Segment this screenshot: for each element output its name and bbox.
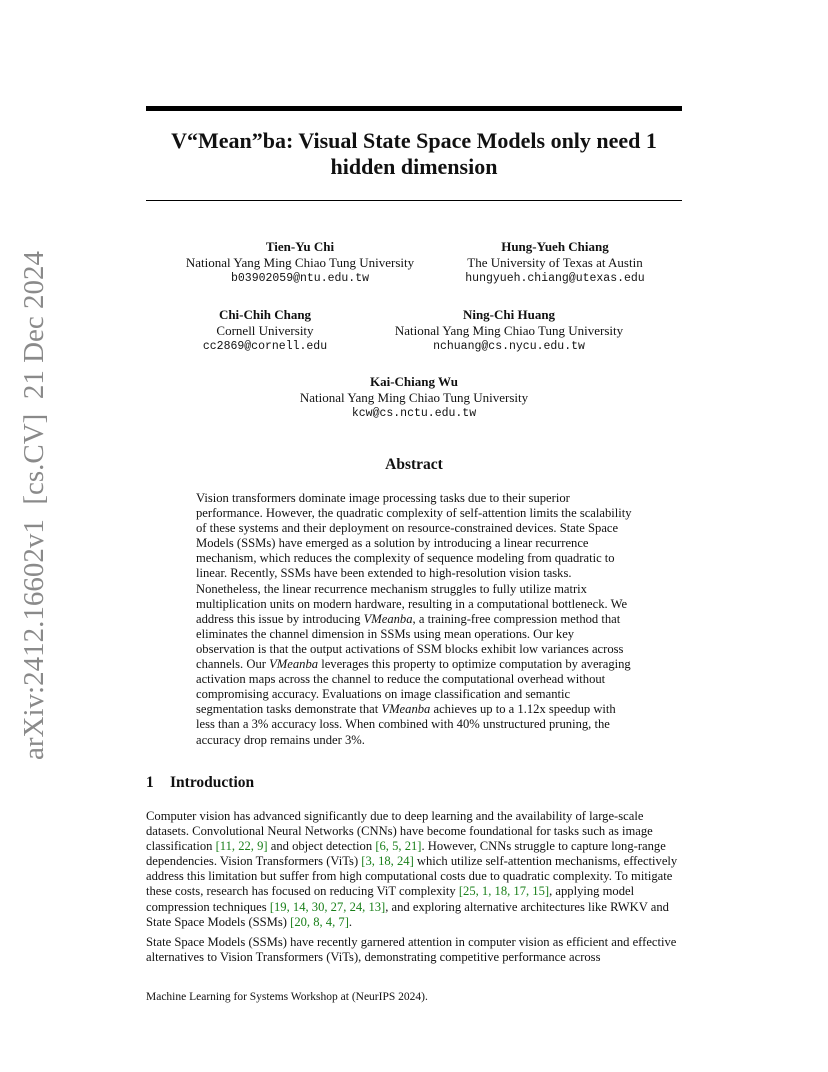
author-affiliation: The University of Texas at Austin — [467, 255, 643, 270]
author-email[interactable]: cc2869@cornell.edu — [202, 340, 328, 353]
method-name: VMeanba — [269, 657, 319, 672]
author-block — [274, 374, 554, 422]
author-email[interactable]: nchuang@cs.nycu.edu.tw — [433, 340, 585, 353]
author-affiliation: National Yang Ming Chiao Tung University — [299, 390, 529, 405]
author-block — [180, 307, 350, 355]
venue-footer: Machine Learning for Systems Workshop at (NeurIPS 2024). — [146, 991, 428, 1003]
arxiv-sidebar-stamp: arXiv:2412.16602v1 [cs.CV] 21 Dec 2024 — [18, 250, 50, 760]
author-email[interactable]: hungyueh.chiang@utexas.edu — [465, 272, 645, 285]
citation-link[interactable]: [19, 14, 30, 27, 24, 13] — [269, 899, 386, 914]
citation-link[interactable]: [20, 8, 4, 7] — [290, 914, 349, 929]
author-email[interactable]: b03902059@ntu.edu.tw — [230, 272, 370, 285]
author-affiliation: National Yang Ming Chiao Tung University — [394, 323, 624, 338]
method-name: VMeanba — [363, 611, 413, 626]
method-name: VMeanba — [381, 702, 431, 717]
title-bottom-rule — [146, 200, 682, 201]
author-name: Chi-Chih Chang — [218, 307, 312, 322]
author-block — [160, 239, 440, 287]
section-heading — [146, 774, 254, 792]
author-affiliation: National Yang Ming Chiao Tung University — [185, 255, 415, 270]
paper-title: V“Mean”ba: Visual State Space Models only need 1 hidden dimension — [171, 128, 657, 179]
author-affiliation: Cornell University — [216, 323, 314, 338]
citation-link[interactable]: [11, 22, 9] — [215, 839, 268, 854]
intro-paragraph: Computer vision has advanced significantly due to deep learning and the availability of large-scale datasets. Convolutional Neural Networks (CNNs) have become foundational for tasks such as image classification [11, 22, 9] and object detection [6, 5, 21]. However, CNNs struggle to capture long-range dependencies. Vision Transformers (ViTs) [3, 18, 24] which utilize self-attention mechanisms, effectively address this limitation but suffer from high computational costs due to quadratic complexity. To mitigate these costs, research has focused on reducing ViT complexity [25, 1, 18, 17, 15], applying model compression techniques [19, 14, 30, 27, 24, 13], and exploring alternative architectures like RWKV and State Space Models (SSMs) [20, 8, 4, 7]. — [146, 809, 678, 929]
citation-link[interactable]: [6, 5, 21] — [375, 839, 422, 854]
intro-paragraph: State Space Models (SSMs) have recently garnered attention in computer vision as efficient and effective alternatives to Vision Transformers (ViTs), demonstrating competitive performance across — [146, 935, 677, 965]
author-name: Kai-Chiang Wu — [369, 374, 459, 389]
abstract-heading: Abstract — [385, 456, 443, 473]
citation-link[interactable]: [3, 18, 24] — [361, 854, 414, 869]
author-email[interactable]: kcw@cs.nctu.edu.tw — [351, 407, 477, 420]
author-name: Hung-Yueh Chiang — [501, 239, 609, 254]
section-number: 1 — [146, 774, 154, 791]
author-name: Tien-Yu Chi — [265, 239, 335, 254]
title-top-rule — [146, 106, 682, 111]
author-block — [440, 239, 670, 287]
author-block — [380, 307, 638, 355]
citation-link[interactable]: [25, 1, 18, 17, 15] — [458, 884, 550, 899]
section-title: Introduction — [170, 774, 255, 791]
author-name: Ning-Chi Huang — [462, 307, 556, 322]
abstract-text: Vision transformers dominate image processing tasks due to their superior performance. However, the quadratic complexity of self-attention limits the scalability of these systems and their deployment on resource-constrained devices. State Space Models (SSMs) have emerged as a solution by introducing a linear recurrence mechanism, which reduces the complexity of sequence modeling from quadratic to linear. Recently, SSMs have been extended to high-resolution vision tasks. Nonetheless, the linear recurrence mechanism struggles to fully utilize matrix multiplication units on modern hardware, resulting in a computational bottleneck. We address this issue by introducing VMeanba, a training-free compression method that eliminates the channel dimension in SSMs using mean operations. Our key observation is that the output activations of SSM blocks exhibit low variances across channels. Our VMeanba leverages this property to optimize computation by averaging activation maps across the channel to reduce the computational overhead without compromising accuracy. Evaluations on image classification and semantic segmentation tasks demonstrate that VMeanba achieves up to a 1.12x speedup with less than a 3% accuracy loss. When combined with 40% unstructured pruning, the accuracy drop remains under 3%. — [196, 491, 632, 747]
